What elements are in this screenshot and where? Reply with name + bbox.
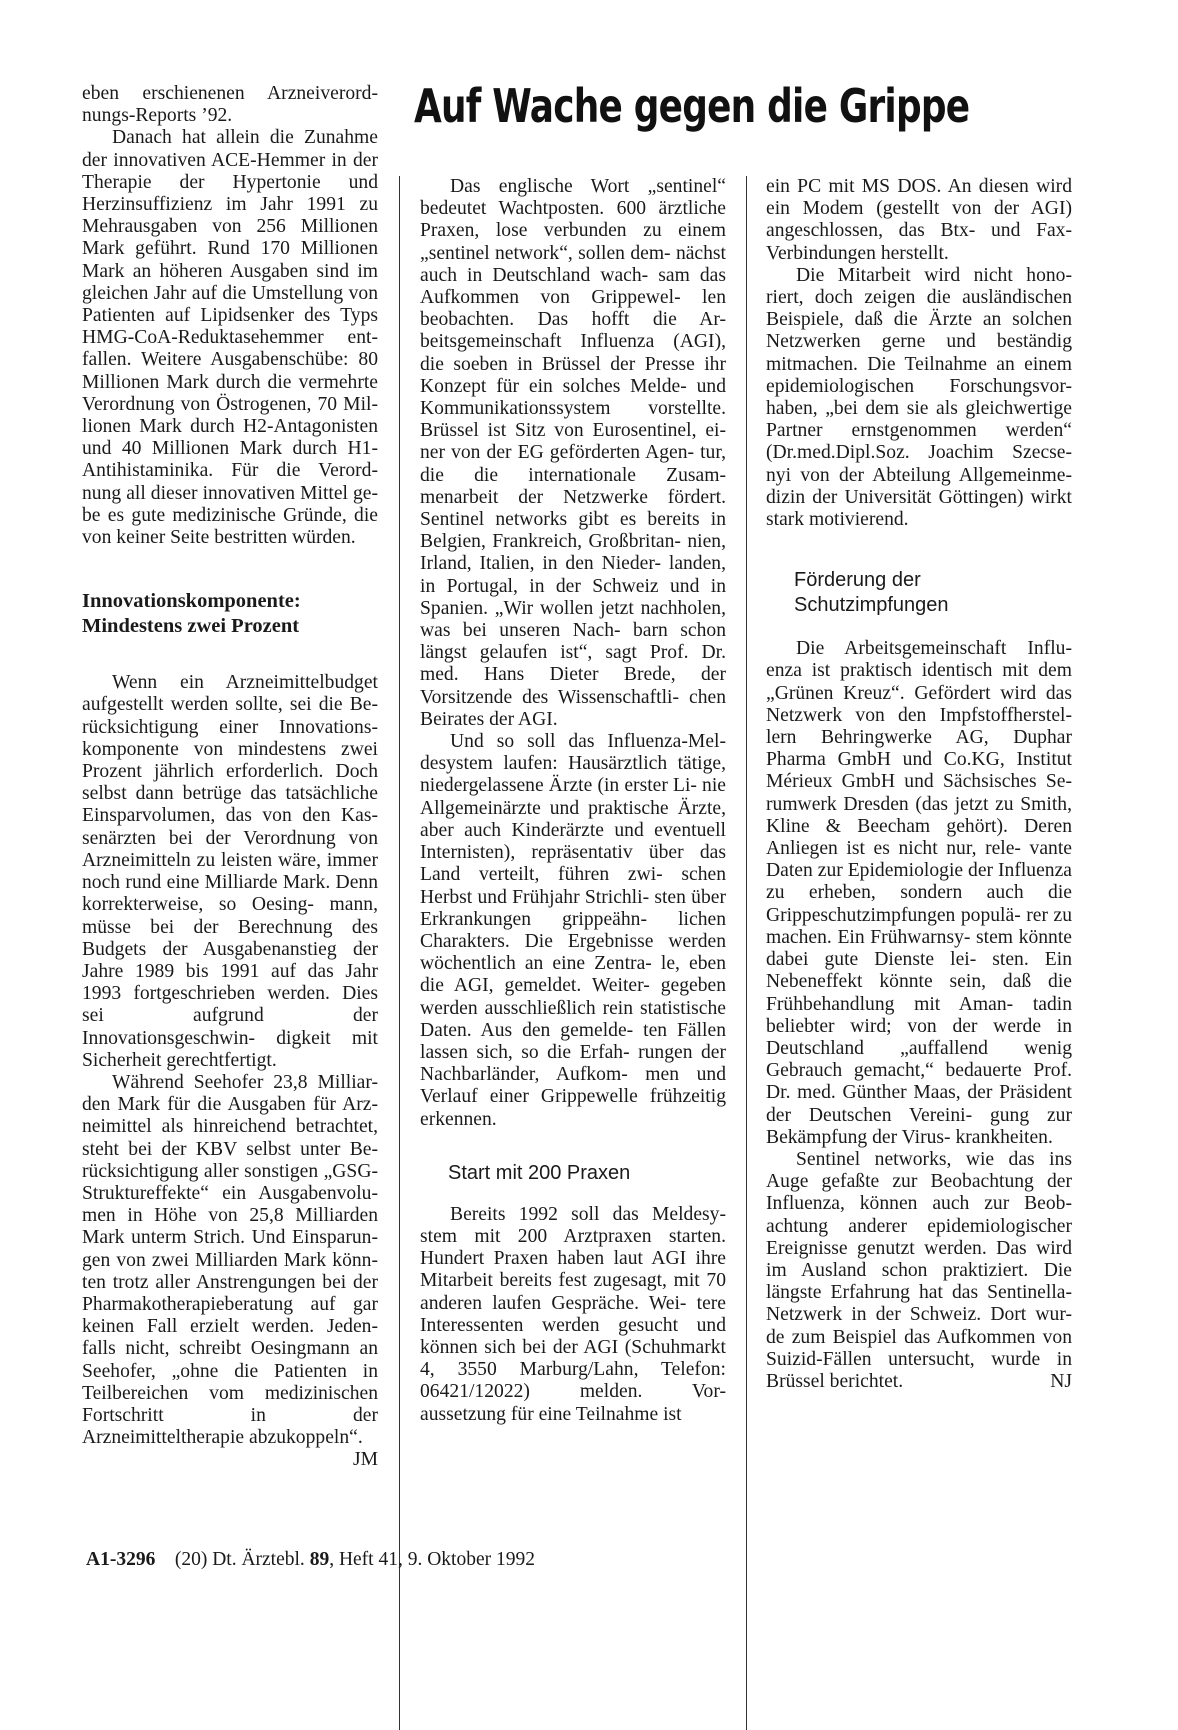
author-signature: JM: [352, 1449, 378, 1471]
page-code: A1-3296: [86, 1549, 156, 1570]
paragraph: Das englische Wort „sentinel“ bedeutet Wachtposten. 600 ärztliche Praxen, lose verbunden zu einem „sentinel network“, sollen dem- nächst auch in Deutschland wach- sam das Aufkommen von Grippewel- len beobachten. Das hofft die Ar- beitsgemeinschaft Influenza (AGI), die soeben in Brüssel der Presse ihr Konzept für ein solches Melde- und Kommunikationssystem vorstellte. Brüssel ist Sitz von Eurosentinel, ei- ner von der EG geförderten Agen- tur, die die internationale Zusam- menarbeit der Netzwerke fördert. Sentinel networks gibt es bereits in Belgien, Frankreich, Großbritan- nien, Irland, Italien, in den Nieder- landen, in Portugal, in der Schweiz und in Spanien. „Wir wollen jetzt nachholen, was bei unseren Nach- barn schon längst gelaufen ist“, sagt Prof. Dr. med. Hans Dieter Brede, der Vorsitzende des Wissenschaftli- chen Beirates der AGI.: [420, 176, 726, 730]
paragraph-text: Während Seehofer 23,8 Milliar- den Mark für die Ausgaben für Arz- neimittel als hinreichend betrachtet, steht bei der KBV selbst unter Be- rücksichtigung aller sonstigen „GSG- Struktureffekte“ ein Ausgabenvolu- men in Höhe von 25,8 Milliarden Mark unterm Strich. Und Einsparun- gen von zwei Milliarden Mark könn- ten trotz aller Anstrengungen bei der Pharmakotherapieberatung auf gar keinen Fall erzielt werden. Jeden- falls nicht, schreibt Oesingmann an Seehofer, „ohne die Patienten in Teilbereichen vom medizinischen Fortschritt in der Arzneimitteltherapie abzukoppeln“.: [82, 1071, 378, 1449]
column-divider: [746, 176, 747, 1730]
section-heading: [794, 568, 1072, 618]
column-divider: [399, 176, 400, 1730]
section-heading: [82, 589, 378, 639]
paragraph: ein PC mit MS DOS. An diesen wird ein Modem (gestellt von der AGI) angeschlossen, das Btx- und Fax- Verbindungen herstellt.: [766, 176, 1072, 264]
paragraph: Die Arbeitsgemeinschaft Influ- enza ist praktisch identisch mit dem „Grünen Kreuz“. Gefördert wird das Netzwerk von den Impfstoffherstel- lern Behringwerke AG, Duphar Pharma GmbH und Co.KG, Institut Mérieux GmbH und Sächsisches Se- rumwerk Dresden (das jetzt zu Smith, Kline & Beecham gehört). Deren Anliegen ist es nicht nur, rele- vante Daten zur Epidemiologie der Influenza zu erheben, sondern auch die Grippeschutzimpfungen populä- rer zu machen. Ein Frühwarnsy- stem könnte dabei gute Dienste lei- sten. Ein Nebeneffekt könnte sein, daß die Frühbehandlung mit Aman- tadin beliebter wird; von der werde in Deutschland „auffallend wenig Gebrauch gemacht,“ bedauerte Prof. Dr. med. Günther Maas, der Präsident der Deutschen Vereini- gung zur Bekämpfung der Virus- krankheiten.: [766, 638, 1072, 1148]
journal-name: Dt. Ärztebl.: [212, 1549, 305, 1570]
paragraph: Danach hat allein die Zunahme der innovativen ACE-Hemmer in der Therapie der Hypertonie und Herzinsuffizienz im Jahr 1991 zu Mehrausgaben von 256 Millionen Mark geführt. Rund 170 Millionen Mark an höheren Ausgaben sind im gleichen Jahr auf die Umstellung von Patienten auf Lipidsenker des Typs HMG-CoA-Reduktasehemmer ent- fallen. Weitere Ausgabenschübe: 80 Millionen Mark durch die vermehrte Verordnung von Östrogenen, 70 Mil- lionen Mark durch H2-Antagonisten und 40 Millionen Mark durch H1- Antihistaminika. Für die Verord- nung all dieser innovativen Mittel ge- be es gute medizinische Gründe, die von keiner Seite bestritten würden.: [82, 127, 378, 549]
paragraph: Wenn ein Arzneimittelbudget aufgestellt werden sollte, sei die Be- rücksichtigung einer Innovations- komponente von mindestens zwei Prozent jährlich erforderlich. Doch selbst dann betrüge das tatsächliche Einsparvolumen, das von den Kas- senärzten bei der Verordnung von Arzneimitteln zu leisten wäre, immer noch rund eine Milliarde Mark. Denn korrekterweise, so Oesing- mann, müsse bei der Berechnung des Budgets der Ausgabenanstieg der Jahre 1989 bis 1991 auf das Jahr 1993 fortgeschrieben werden. Dies sei aufgrund der Innovationsgeschwin- digkeit mit Sicherheit gerechtfertigt.: [82, 672, 378, 1071]
section-heading: Start mit 200 Praxen: [448, 1161, 631, 1184]
paragraph: eben erschienenen Arzneiverord- nungs-Reports ’92.: [82, 83, 378, 127]
paragraph: Die Mitarbeit wird nicht hono- riert, doch zeigen die ausländischen Beispiele, daß die Ärzte an solchen Netzwerken gerne und beständig mitmachen. Die Teilnahme an einem epidemiologischen Forschungsvor- haben, „bei dem sie als gleichwertige Partner ernstgenommen werden“ (Dr.med.Dipl.Soz. Joachim Szecse- nyi von der Abteilung Allgemeinme- dizin der Universität Göttingen) wirkt stark motivierend.: [766, 264, 1072, 531]
heading-line: Schutzimpfungen: [794, 594, 949, 617]
page-number: (20): [174, 1549, 208, 1570]
journal-volume: 89: [309, 1549, 330, 1570]
paragraph: Bereits 1992 soll das Meldesy- stem mit 200 Arztpraxen starten. Hundert Praxen haben laut AGI ihre Mitarbeit bereits fest zugesagt, mit 70 anderen laufen Gespräche. Wei- tere Interessenten werden gesucht und können sich bei der AGI (Schuhmarkt 4, 3550 Marburg/Lahn, Telefon: 06421/12022) melden. Vor- aussetzung für eine Teilnahme ist: [420, 1203, 726, 1425]
column-3: [766, 176, 1072, 1393]
column-2: [420, 176, 726, 1426]
heading-line: Innovationskomponente:: [82, 590, 301, 613]
paragraph-text: Sentinel networks, wie das ins Auge gefaßte zur Beobachtung der Influenza, können auch zur Beob- achtung anderer epidemiologischer Ereignisse genutzt werden. Das wird im Ausland schon praktiziert. Die längste Erfahrung hat das Sentinella- Netzwerk in der Schweiz. Dort wur- de zum Beispiel das Aufkommen von Suizid-Fällen untersucht, wurde in Brüssel berichtet.: [766, 1148, 1072, 1392]
heading-line: Mindestens zwei Prozent: [82, 615, 300, 638]
paragraph: [766, 1149, 1072, 1393]
issue-date: , Heft 41, 9. Oktober 1992: [329, 1549, 535, 1570]
author-signature: NJ: [1050, 1370, 1072, 1392]
column-1: [82, 83, 378, 1472]
heading-line: Förderung der: [794, 569, 921, 592]
paragraph: [82, 1071, 378, 1471]
paragraph: Und so soll das Influenza-Mel- desystem laufen: Hausärztlich tätige, niedergelassene Ärzte (in erster Li- nie Allgemeinärzte und praktische Ärzte, aber auch Kinderärzte und eventuell Internisten), repräsentativ über das Land verteilt, führen zwi- schen Herbst und Frühjahr Strichli- sten über Erkrankungen grippeähn- lichen Charakters. Die Ergebnisse werden wöchentlich an eine Zentra- le, eben die AGI, gemeldet. Weiter- gegeben werden ausschließlich rein statistische Daten. Aus den gemelde- ten Fällen lassen sich, so die Erfah- rungen der Nachbarländer, Aufkom- men und Verlauf einer Grippewelle frühzeitig erkennen.: [420, 731, 726, 1130]
article-headline: Auf Wache gegen die Grippe: [414, 79, 970, 133]
page-footer: [86, 1549, 535, 1571]
